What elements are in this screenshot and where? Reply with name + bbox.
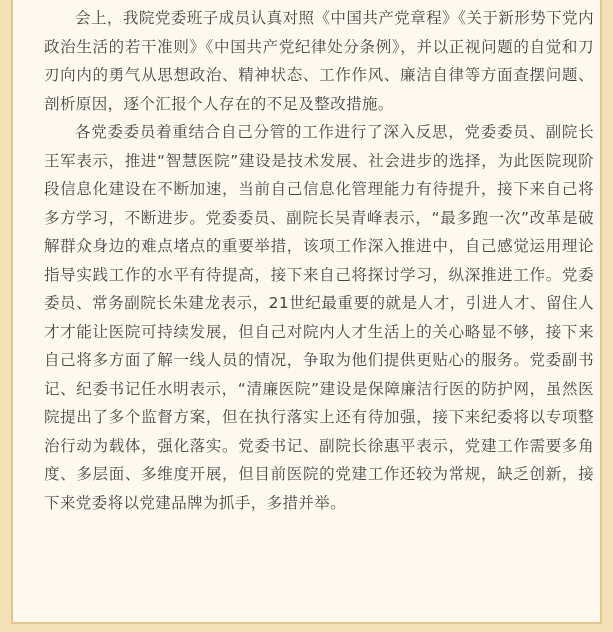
paragraph-member-reflections: 各党委委员着重结合自己分管的工作进行了深入反思，党委委员、副院长王军表示，推进“智慧医院”建设是技术发展、社会进步的选择，为此医院现阶段信息化建设在不断加速，当前自己信息化管理能力有待提升，接下来自己将多方学习，不断进步。党委委员、副院长吴青峰表示，“最多跑一次”改革是破解群众身边的难点堵点的重要举措，该项工作深入推进中，自己感觉运用理论指导实践工作的水平有待提高，接下来自己将探讨学习，纵深推进工作。党委委员、常务副院长朱建龙表示，21世纪最重要的就是人才，引进人才、留住人才才能让医院可持续发展，但自己对院内人才生活上的关心略显不够，接下来自己将多方面了解一线人员的情况，争取为他们提供更贴心的服务。党委副书记、纪委书记任水明表示，“清廉医院”建设是保障廉洁行医的防护网，虽然医院提出了多个监督方案，但在执行落实上还有待加强，接下来纪委将以专项整治行动为载体，强化落实。党委书记、副院长徐惠平表示，党建工作需要多角度、多层面、多维度开展，但目前医院的党建工作还较为常规，缺乏创新，接下来党委将以党建品牌为抓手，多措并举。 — [44, 123, 594, 512]
article-body — [44, 4, 594, 517]
paragraph-self-criticism: 会上，我院党委班子成员认真对照《中国共产党章程》《关于新形势下党内政治生活的若干准则》《中国共产党纪律处分条例》，并以正视问题的自觉和刀刃向内的勇气从思想政治、精神状态、工作作风、廉洁自律等方面查摆问题、剖析原因，逐个汇报个人存在的不足及整改措施。 — [44, 9, 594, 113]
article-card — [11, 0, 602, 624]
